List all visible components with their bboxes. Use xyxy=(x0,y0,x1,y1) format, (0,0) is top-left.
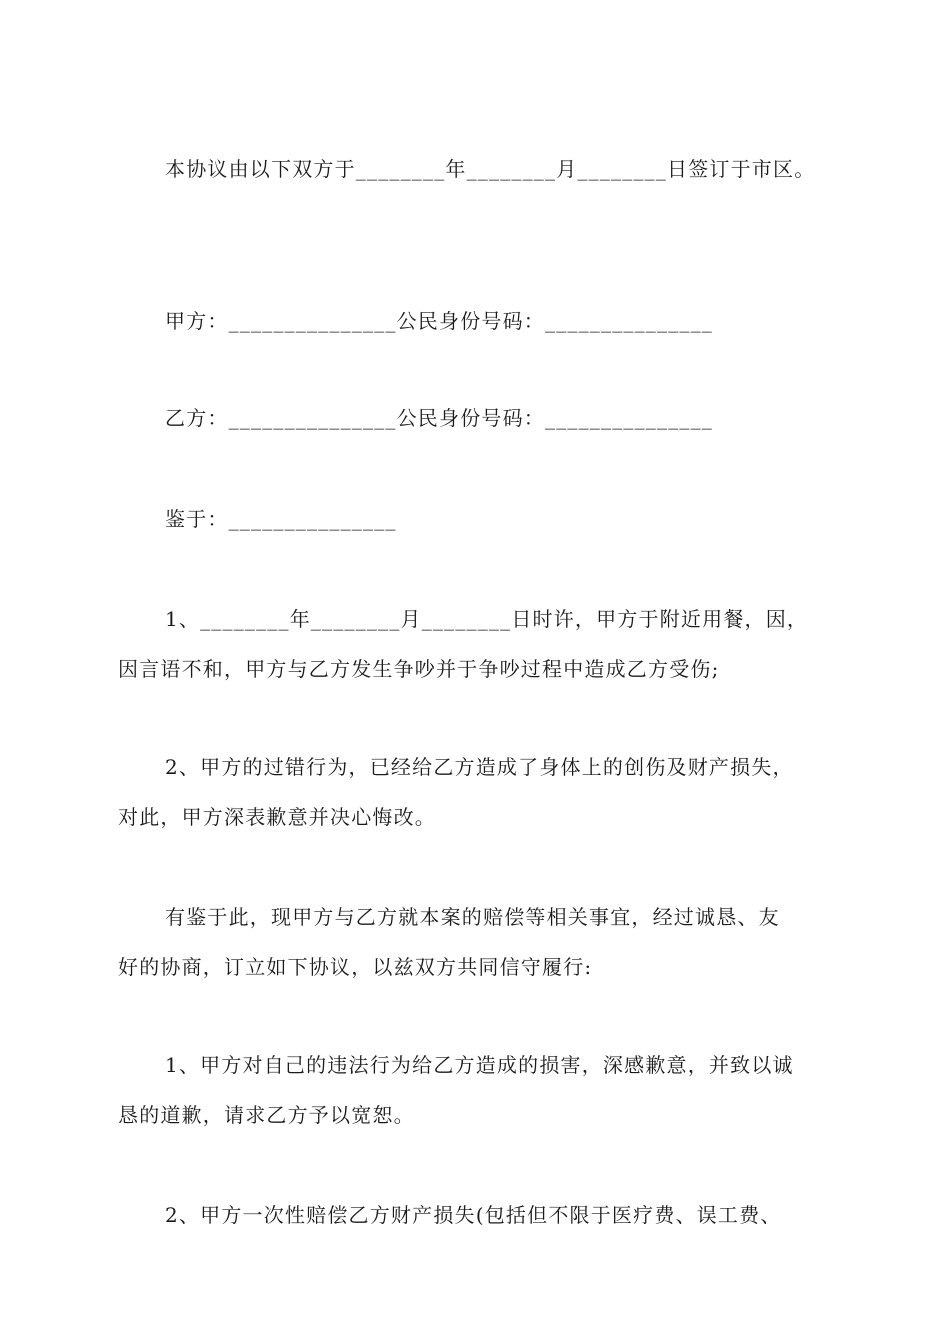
preamble-line2: 好的协商，订立如下协议，以兹双方共同信守履行: xyxy=(118,955,593,979)
clause1-line1: 1、甲方对自己的违法行为给乙方造成的损害，深感歉意，并致以诚 xyxy=(165,1053,794,1077)
fact2-line1: 2、甲方的过错行为，已经给乙方造成了身体上的创伤及财产损失， xyxy=(165,755,794,779)
clause2-line1: 2、甲方一次性赔偿乙方财产损失(包括但不限于医疗费、误工费、 xyxy=(165,1203,782,1227)
party-a-line: 甲方：_______________公民身份号码：_______________ xyxy=(165,309,713,333)
preamble-line1: 有鉴于此，现甲方与乙方就本案的赔偿等相关事宜，经过诚恳、友 xyxy=(165,905,780,929)
clause1-line2: 恳的道歉，请求乙方予以宽恕。 xyxy=(118,1103,415,1127)
fact1-line1: 1、________年________月________日时许，甲方于附近用餐，因， xyxy=(165,607,809,631)
intro-paragraph: 本协议由以下双方于________年________月________日签订于市区。 xyxy=(165,157,816,181)
fact1-line2: 因言语不和，甲方与乙方发生争吵并于争吵过程中造成乙方受伤; xyxy=(118,657,720,681)
whereas-line: 鉴于：_______________ xyxy=(165,507,397,531)
fact2-line2: 对此，甲方深表歉意并决心悔改。 xyxy=(118,805,436,829)
party-b-line: 乙方：_______________公民身份号码：_______________ xyxy=(165,406,713,430)
